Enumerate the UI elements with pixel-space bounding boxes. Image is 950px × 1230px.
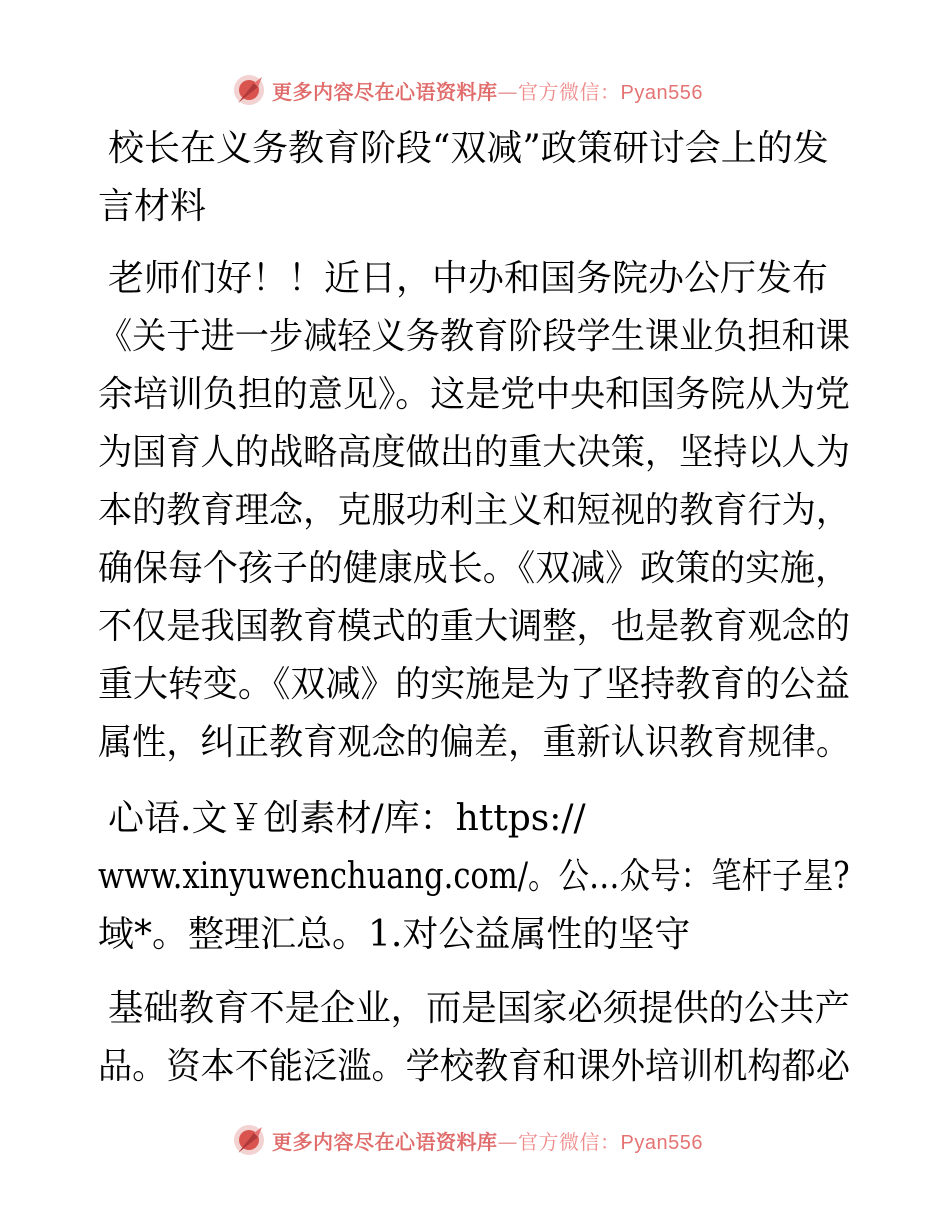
- paragraph1-line-1: 老师们好！！近日，中办和国务院办公厅发布: [108, 258, 829, 299]
- paragraph1-line-6: 确保每个孩子的健康成长。《双减》政策的实施，: [98, 548, 851, 589]
- watermark-label: 官方微信：: [518, 79, 621, 104]
- paragraph1-line-2: 《关于进一步减轻义务教育阶段学生课业负担和课: [98, 316, 851, 357]
- watermark-separator: —: [497, 79, 518, 104]
- paragraph1-line-4: 为国育人的战略高度做出的重大决策，坚持以人为: [98, 432, 851, 473]
- header-watermark: [232, 70, 712, 110]
- paragraph1-line-5: 本的教育理念，克服功利主义和短视的教育行为，: [98, 490, 851, 531]
- watermark-separator: —: [497, 1129, 518, 1154]
- title-line-2: 言材料: [98, 186, 207, 227]
- footer-watermark: [232, 1120, 712, 1160]
- paragraph1-line-7: 不仅是我国教育模式的重大调整，也是教育观念的: [98, 606, 851, 647]
- paragraph2-line-2: www.xinyuwenchuang.com/。公…众号：笔杆子星?: [98, 856, 850, 897]
- title-line-1: 校长在义务教育阶段“双减”政策研讨会上的发: [108, 128, 829, 169]
- watermark-wechat-id: Pyan556: [620, 1131, 703, 1154]
- quill-logo-icon: [232, 73, 266, 107]
- paragraph1-line-3: 余培训负担的意见》。这是党中央和国务院从为党: [98, 374, 851, 415]
- paragraph2-line-3: 域*。整理汇总。1.对公益属性的坚守: [98, 914, 691, 955]
- watermark-label: 官方微信：: [518, 1129, 621, 1154]
- watermark-wechat-id: Pyan556: [620, 81, 703, 104]
- watermark-main-text: 更多内容尽在心语资料库: [272, 79, 498, 104]
- paragraph3-line-2: 品。资本不能泛滥。学校教育和课外培训机构都必: [98, 1046, 851, 1087]
- quill-logo-icon: [232, 1123, 266, 1157]
- paragraph1-line-8: 重大转变。《双减》的实施是为了坚持教育的公益: [98, 664, 851, 705]
- paragraph1-line-9: 属性，纠正教育观念的偏差，重新认识教育规律。: [98, 722, 851, 763]
- paragraph2-line-1: 心语.文￥创素材/库：https://: [108, 798, 586, 839]
- watermark-main-text: 更多内容尽在心语资料库: [272, 1129, 498, 1154]
- paragraph3-line-1: 基础教育不是企业，而是国家必须提供的公共产: [108, 988, 851, 1029]
